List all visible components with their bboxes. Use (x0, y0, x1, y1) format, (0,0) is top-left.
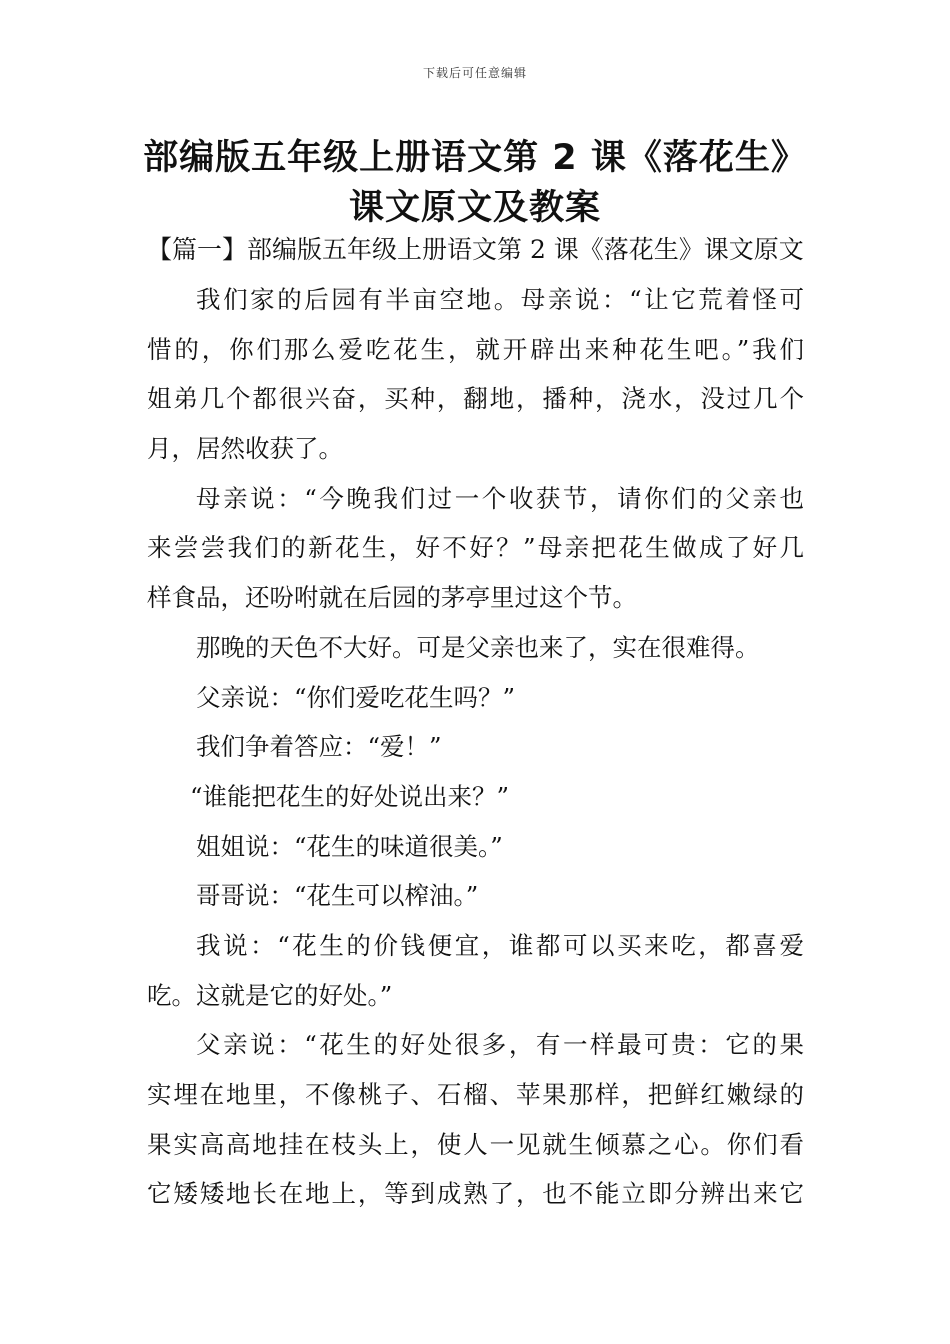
header-note: 下载后可任意编辑 (422, 66, 527, 80)
document-title-line-1: 部编版五年级上册语文第 2 课《落花生》 (143, 138, 807, 178)
paragraph-line: 姐弟几个都很兴奋，买种，翻地，播种，浇水，没过几个 (147, 384, 804, 414)
paragraph-line: 我说：“花生的价钱便宜，谁都可以买来吃，都喜爱 (196, 930, 804, 960)
paragraph-line: 父亲说：“花生的好处很多，有一样最可贵：它的果 (196, 1030, 804, 1060)
paragraph-line: 那晚的天色不大好。可是父亲也来了，实在很难得。 (196, 632, 760, 662)
paragraph-line: 月，居然收获了。 (147, 434, 343, 464)
paragraph-line: 姐姐说：“花生的味道很美。” (196, 831, 503, 861)
paragraph-line: 实埋在地里，不像桃子、石榴、苹果那样，把鲜红嫩绿的 (147, 1080, 804, 1109)
paragraph-line: 它矮矮地长在地上，等到成熟了，也不能立即分辨出来它 (147, 1179, 804, 1209)
paragraph-line: 父亲说：“你们爱吃花生吗？” (196, 682, 516, 712)
section-heading: 【篇一】部编版五年级上册语文第 2 课《落花生》课文原文 (147, 235, 804, 264)
paragraph-line: 样食品，还吩咐就在后园的茅亭里过这个节。 (147, 583, 637, 613)
paragraph-line: 哥哥说：“花生可以榨油。” (196, 881, 479, 911)
paragraph-line: 吃。这就是它的好处。” (147, 980, 393, 1010)
article-body (147, 283, 804, 1227)
paragraph-line: 惜的，你们那么爱吃花生，就开辟出来种花生吧。”我们 (147, 334, 804, 364)
paragraph-line: “谁能把花生的好处说出来？” (190, 781, 510, 811)
paragraph-line: 我们家的后园有半亩空地。母亲说：“让它荒着怪可 (196, 285, 804, 314)
document-title-line-2: 课文原文及教案 (348, 188, 601, 228)
paragraph-line: 果实高高地挂在枝头上，使人一见就生倾慕之心。你们看 (147, 1129, 804, 1159)
paragraph-line: 我们争着答应：“爱！” (196, 732, 442, 762)
paragraph-line: 母亲说：“今晚我们过一个收获节，请你们的父亲也 (196, 483, 804, 513)
paragraph-line: 来尝尝我们的新花生，好不好？”母亲把花生做成了好几 (147, 533, 804, 563)
